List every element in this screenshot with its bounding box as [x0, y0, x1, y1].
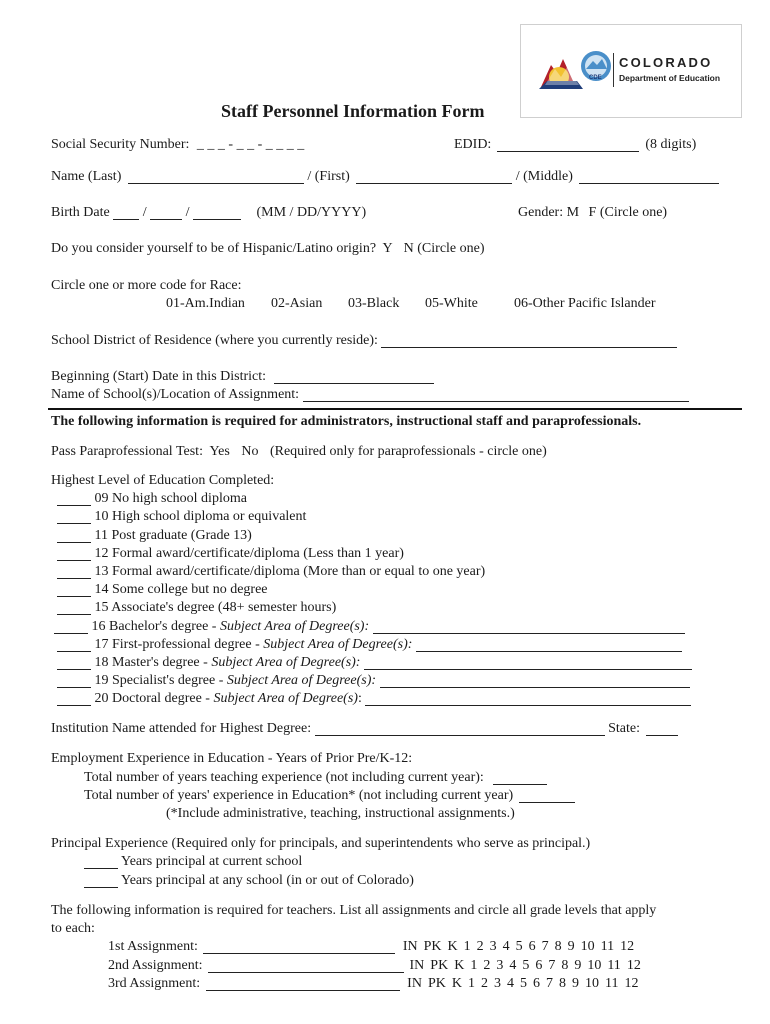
- education-check-15[interactable]: [57, 600, 91, 615]
- para-test-label: Pass Paraprofessional Test:: [51, 444, 203, 459]
- grade-option[interactable]: 12: [626, 958, 641, 973]
- ssn-field[interactable]: _ _ _ - _ _ - _ _ _ _: [196, 137, 305, 152]
- grade-option[interactable]: 11: [600, 939, 615, 954]
- district-residence-label: School District of Residence (where you currently reside):: [51, 333, 378, 348]
- grade-option[interactable]: PK: [423, 939, 442, 954]
- education-level-label: 20 Doctoral degree -: [94, 691, 214, 706]
- institution-label: Institution Name attended for Highest Degree:: [51, 721, 312, 736]
- start-date-row: [51, 368, 434, 386]
- grade-option[interactable]: 10: [584, 976, 599, 991]
- edid-hint: (8 digits): [645, 137, 697, 152]
- institution-row: [51, 720, 678, 738]
- name-middle-input[interactable]: [579, 169, 719, 184]
- education-level-18: [57, 654, 692, 672]
- education-level-09: [57, 490, 247, 508]
- hispanic-option-y[interactable]: Y: [382, 241, 393, 256]
- education-level-13: [57, 563, 485, 581]
- grade-option[interactable]: 3: [496, 958, 504, 973]
- education-check-12[interactable]: [57, 546, 91, 561]
- education-level-label: 16 Bachelor's degree -: [91, 619, 220, 634]
- grade-option[interactable]: 6: [535, 958, 543, 973]
- employment-heading: Employment Experience in Education - Years of Prior Pre/K-12:: [51, 751, 413, 766]
- ssn-row: [51, 136, 304, 154]
- start-date-label: Beginning (Start) Date in this District:: [51, 369, 267, 384]
- grade-option[interactable]: 1: [470, 958, 478, 973]
- education-level-14: [57, 581, 268, 599]
- education-heading: Highest Level of Education Completed:: [51, 473, 275, 488]
- education-check-09[interactable]: [57, 491, 91, 506]
- principal-any-label: Years principal at any school (in or out of Colorado): [120, 873, 414, 888]
- state-label: State:: [608, 721, 640, 736]
- grade-option[interactable]: 5: [519, 976, 527, 991]
- grade-option[interactable]: IN: [407, 976, 422, 991]
- grade-option[interactable]: 6: [528, 939, 536, 954]
- birth-sep-1: /: [142, 205, 147, 220]
- hispanic-hint: (Circle one): [417, 241, 485, 256]
- grade-option[interactable]: 6: [532, 976, 540, 991]
- grade-option[interactable]: 2: [480, 976, 488, 991]
- cde-logo: [520, 24, 742, 118]
- grade-option[interactable]: 4: [509, 958, 517, 973]
- principal-any-row: [84, 872, 414, 890]
- grade-option[interactable]: 12: [620, 939, 635, 954]
- edid-label: EDID:: [454, 137, 492, 152]
- birth-month-input[interactable]: [113, 205, 139, 220]
- subject-area-input-16[interactable]: [373, 619, 685, 634]
- birth-date-row: [51, 204, 366, 222]
- education-level-label: 11 Post graduate (Grade 13): [94, 528, 252, 543]
- education-level-label: 15 Associate's degree (48+ semester hours): [94, 600, 337, 615]
- race-option-02[interactable]: 02-Asian: [271, 296, 323, 311]
- grade-option[interactable]: 2: [483, 958, 491, 973]
- assignment-input-2[interactable]: [208, 958, 404, 973]
- education-level-label: 09 No high school diploma: [94, 491, 247, 506]
- name-row: [51, 168, 719, 186]
- gender-option-m[interactable]: M: [566, 205, 580, 220]
- education-level-label: 10 High school diploma or equivalent: [94, 509, 307, 524]
- principal-current-input[interactable]: [84, 854, 118, 869]
- subject-area-label: Subject Area of Degree(s):: [219, 619, 370, 634]
- gender-label: Gender:: [518, 205, 564, 220]
- grade-option[interactable]: 3: [489, 939, 497, 954]
- education-level-16: [54, 618, 685, 636]
- subject-area-input-17[interactable]: [416, 637, 682, 652]
- employment-note: (*Include administrative, teaching, instructional assignments.): [166, 806, 515, 821]
- grade-option[interactable]: 7: [545, 976, 553, 991]
- assignment-label-3: 3rd Assignment:: [108, 976, 201, 991]
- grade-option[interactable]: 1: [467, 976, 475, 991]
- cde-badge-text: CDE: [589, 75, 602, 81]
- grade-option[interactable]: 4: [506, 976, 514, 991]
- education-check-11[interactable]: [57, 528, 91, 543]
- colorado-flag-icon: [537, 51, 585, 93]
- grade-levels-3: [407, 976, 644, 991]
- start-date-input[interactable]: [274, 369, 434, 384]
- para-test-row: [51, 443, 547, 461]
- gender-option-f[interactable]: F: [588, 205, 597, 220]
- education-check-20[interactable]: [57, 691, 91, 706]
- grade-option[interactable]: K: [454, 958, 465, 973]
- gender-hint: (Circle one): [599, 205, 668, 220]
- grade-option[interactable]: K: [447, 939, 458, 954]
- grade-option[interactable]: 1: [463, 939, 471, 954]
- education-check-19[interactable]: [57, 673, 91, 688]
- grade-option[interactable]: IN: [402, 939, 418, 954]
- grade-option[interactable]: 11: [607, 958, 621, 973]
- assignment-row-2: [108, 957, 647, 975]
- teaching-years-row: [84, 769, 547, 787]
- education-level-label: 19 Specialist's degree -: [94, 673, 227, 688]
- ssn-label: Social Security Number:: [51, 137, 190, 152]
- education-years-row: [84, 787, 575, 805]
- grade-option[interactable]: 11: [604, 976, 619, 991]
- subject-area-input-18[interactable]: [364, 655, 692, 670]
- grade-option[interactable]: 10: [580, 939, 595, 954]
- school-location-row: [51, 386, 689, 404]
- grade-option[interactable]: 4: [502, 939, 510, 954]
- grade-option[interactable]: 8: [558, 976, 566, 991]
- education-level-19: [57, 672, 690, 690]
- subject-area-input-19[interactable]: [380, 673, 690, 688]
- subject-area-input-20[interactable]: [365, 691, 691, 706]
- teachers-instruction-line1: The following information is required for teachers. List all assignments and circle all grade levels that apply: [51, 903, 657, 918]
- page-title: Staff Personnel Information Form: [221, 101, 485, 121]
- grade-option[interactable]: 9: [574, 958, 582, 973]
- birth-day-input[interactable]: [150, 205, 182, 220]
- teaching-years-input[interactable]: [493, 770, 547, 785]
- birth-sep-2: /: [185, 205, 190, 220]
- assignment-label-2: 2nd Assignment:: [108, 958, 203, 973]
- education-years-label: Total number of years' experience in Education* (not including current year): [84, 788, 514, 803]
- grade-option[interactable]: 7: [548, 958, 556, 973]
- education-level-label: 14 Some college but no degree: [94, 582, 268, 597]
- grade-option[interactable]: 2: [476, 939, 484, 954]
- name-last-input[interactable]: [128, 169, 304, 184]
- logo-state-name: COLORADO: [619, 55, 713, 70]
- education-level-label: 13 Formal award/certificate/diploma (More than or equal to one year): [94, 564, 486, 579]
- subject-area-label: Subject Area of Degree(s):: [226, 673, 377, 688]
- grade-option[interactable]: 12: [624, 976, 639, 991]
- grade-option[interactable]: 9: [567, 939, 575, 954]
- education-level-label: 12 Formal award/certificate/diploma (Less than 1 year): [94, 546, 404, 561]
- education-check-16[interactable]: [54, 619, 88, 634]
- required-notice: The following information is required for administrators, instructional staff and paraprofessionals.: [51, 414, 642, 429]
- hispanic-option-n[interactable]: N: [403, 241, 414, 256]
- education-check-17[interactable]: [57, 637, 91, 652]
- section-divider: [48, 408, 742, 410]
- grade-option[interactable]: 5: [522, 958, 530, 973]
- birth-year-input[interactable]: [193, 205, 241, 220]
- principal-any-input[interactable]: [84, 873, 118, 888]
- name-first-label: / (First): [307, 169, 350, 184]
- education-level-20: [57, 690, 691, 708]
- subject-area-colon: :: [357, 691, 362, 706]
- name-first-input[interactable]: [356, 169, 512, 184]
- gender-row: [518, 204, 667, 222]
- education-level-10: [57, 508, 306, 526]
- school-location-input[interactable]: [303, 387, 689, 402]
- district-residence-row: [51, 332, 677, 350]
- principal-heading: Principal Experience (Required only for principals, and superintendents who serve as principal.): [51, 836, 591, 851]
- school-location-label: Name of School(s)/Location of Assignment:: [51, 387, 300, 402]
- subject-area-label: Subject Area of Degree(s):: [263, 637, 413, 652]
- grade-option[interactable]: K: [451, 976, 462, 991]
- grade-option[interactable]: 10: [587, 958, 602, 973]
- edid-input[interactable]: [497, 137, 639, 152]
- grade-option[interactable]: 3: [493, 976, 501, 991]
- assignment-input-1[interactable]: [203, 939, 395, 954]
- education-level-12: [57, 545, 404, 563]
- grade-option[interactable]: 9: [571, 976, 579, 991]
- grade-option[interactable]: PK: [427, 976, 446, 991]
- teaching-years-label: Total number of years teaching experience (not including current year):: [84, 770, 484, 785]
- principal-current-label: Years principal at current school: [120, 854, 303, 869]
- hispanic-row: [51, 240, 485, 258]
- grade-levels-1: [403, 939, 640, 954]
- birth-date-label: Birth Date: [51, 205, 110, 220]
- hispanic-question: Do you consider yourself to be of Hispanic/Latino origin?: [51, 241, 377, 256]
- name-middle-label: / (Middle): [515, 169, 573, 184]
- race-option-01[interactable]: 01-Am.Indian: [166, 296, 245, 311]
- grade-option[interactable]: 5: [515, 939, 523, 954]
- teachers-instruction-line2: to each:: [51, 921, 95, 936]
- race-option-03[interactable]: 03-Black: [348, 296, 400, 311]
- subject-area-label: Subject Area of Degree(s): [213, 691, 358, 706]
- edid-row: [454, 136, 696, 154]
- grade-option[interactable]: PK: [430, 958, 449, 973]
- name-last-label: Name (Last): [51, 169, 122, 184]
- education-level-label: 17 First-professional degree -: [94, 637, 264, 652]
- education-level-11: [57, 527, 252, 545]
- logo-department-name: Department of Education: [619, 73, 721, 83]
- assignment-input-3[interactable]: [206, 976, 400, 991]
- para-test-yes[interactable]: Yes: [209, 444, 230, 459]
- race-option-06[interactable]: 06-Other Pacific Islander: [514, 296, 656, 311]
- district-residence-input[interactable]: [381, 333, 677, 348]
- cde-badge-icon: [579, 49, 613, 89]
- education-years-input[interactable]: [519, 788, 575, 803]
- grade-levels-2: [410, 958, 647, 973]
- race-label: Circle one or more code for Race:: [51, 278, 242, 293]
- assignment-row-3: [108, 975, 644, 993]
- birth-date-format: (MM / DD/YYYY): [256, 205, 367, 220]
- subject-area-label: Subject Area of Degree(s):: [211, 655, 361, 670]
- logo-divider: [613, 53, 614, 87]
- education-level-15: [57, 599, 336, 617]
- education-check-14[interactable]: [57, 582, 91, 597]
- education-check-13[interactable]: [57, 564, 91, 579]
- education-check-10[interactable]: [57, 509, 91, 524]
- assignment-label-1: 1st Assignment:: [108, 939, 198, 954]
- grade-option[interactable]: 8: [554, 939, 562, 954]
- para-test-no[interactable]: No: [241, 444, 259, 459]
- state-input[interactable]: [646, 721, 678, 736]
- principal-current-row: [84, 853, 302, 871]
- grade-option[interactable]: IN: [409, 958, 425, 973]
- race-option-05[interactable]: 05-White: [425, 296, 478, 311]
- assignment-row-1: [108, 938, 640, 956]
- grade-option[interactable]: 8: [561, 958, 569, 973]
- institution-input[interactable]: [315, 721, 605, 736]
- education-level-17: [57, 636, 682, 654]
- education-level-label: 18 Master's degree -: [94, 655, 212, 670]
- grade-option[interactable]: 7: [541, 939, 549, 954]
- para-test-hint: (Required only for paraprofessionals - circle one): [269, 444, 547, 459]
- education-check-18[interactable]: [57, 655, 91, 670]
